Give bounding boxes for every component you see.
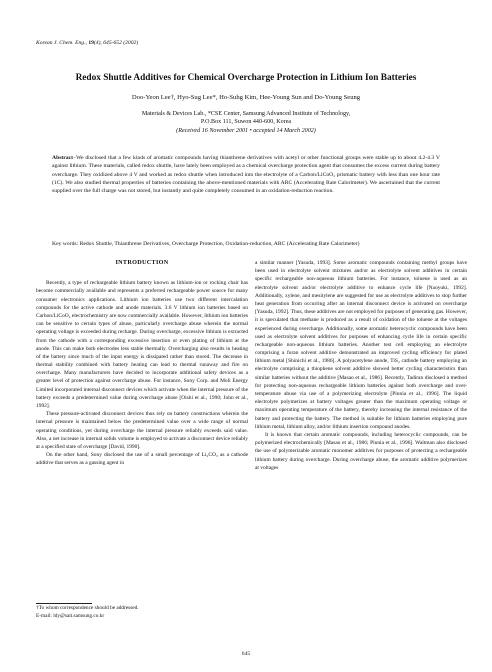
footnote-correspondence: †To whom correspondence should be addressed. (36, 605, 139, 611)
intro-paragraph-1: Recently, a type of rechargeable lithium battery known as lithium-ion or rocking chair has become commercially available and represents a preferred rechargeable power source for many consumer electronics applications. Lithium ion batteries use two different intercalation compounds for the active cathode and anode materials. 3.6 V lithium ion batteries based on Carbon/LiCoO₂ electrochemistry are now commercially available. However, lithium ion batteries can be sensitive to certain types of abuse, particularly overcharge abuse wherein the normal operating voltage is exceeded during recharge. During overcharge, excessive lithium is extracted from the cathode with a corresponding excessive insertion or even plating of lithium at the anode. This can make both electrodes less stable thermally. Overcharging also results in heating of the battery since much of the input energy is dissipated rather than stored. The decrease in thermal stability combined with battery heating can lead to thermal runaway and fire on overcharge. Many manufacturers have decided to incorporate additional safety devices as a greater level of protection against overcharge abuse. For instance, Sony Corp. and Moli Energy Limited incorporated internal disconnect devices which activate when the internal pressure of the battery exceeds a predetermined value during overcharge abuse [Oishi et al., 1990; John et al., 1992]. (36, 280, 249, 409)
author-list: Doo-Yeon Lee†, Hyo-Sug Lee*, Ho-Suhg Kim, Hee-Young Sun and Do-Young Seung (131, 94, 361, 101)
left-column (36, 259, 248, 468)
intro-paragraph-2: These pressure-activated disconnect devices thus rely on battery constructions wherein the internal pressure is maintained below the predetermined value over a wide range of normal operating conditions, yet during overcharge the internal pressure reliably exceeds said value. Also, a net increase in internal solids volume is employed to activate a disconnect device reliably at a specified state of overcharge [David, 1990]. (36, 411, 248, 450)
affiliation-block (30, 110, 462, 135)
intro-paragraph-3: On the other hand, Sony disclosed the use of a small percentage of Li₂CO₃ as a cathode additive that serves as a gassing agent in (36, 452, 248, 467)
section-heading-introduction: INTRODUCTION (115, 259, 169, 266)
abstract-label: Abstract (52, 155, 73, 161)
footnote-divider (36, 603, 92, 604)
abstract-text: −We disclosed that a few kinds of aromatic compounds having thianthrene derivatives with acetyl or other functional groups were stable up to about 4.2-4.3 V against lithium. These materials, called redox shuttle, have lately been employed as a chemical overcharge protection agent that consumes the excess current during battery overcharge. They oxidized above 4 V and worked as redox shuttle when introduced into the electrolyte of a Carbon/LiCoO₂ prismatic battery with less than one hour rate (1C). We also studied thermal properties of batteries containing the above-mentioned materials with ARC (Accelerating Rate Calorimeter). We ascertained that the current supplied over the full charge was not stored, but instantly and quite completely consumed in an oxidation-reduction reaction. (52, 155, 440, 195)
keywords-label: Key words: (52, 241, 79, 247)
received-accepted-dates: (Received 16 November 2001 • accepted 14 March 2002) (176, 127, 316, 134)
affiliation-line-2: P.O.Box 111, Suwon 440-600, Korea (200, 119, 292, 126)
abstract (52, 154, 440, 196)
right-column (255, 259, 467, 472)
paper-title: Redox Shuttle Additives for Chemical Overcharge Protection in Lithium Ion Batteries (75, 73, 417, 83)
affiliation-line-1: Materials & Devices Lab., *CSE Center, Samsung Advanced Institute of Technology, (141, 111, 351, 117)
journal-issue-pages: (4), 645-652 (2002) (93, 40, 139, 46)
footnote-email: E-mail: ldy@sait.samsung.co.kr (36, 612, 105, 619)
right-paragraph-2: It is known that certain aromatic compounds, including heterocyclic compounds, can be polymerized electrochemically [Masao et al., 1986; Pinnia et al., 1996]. Waltman also disclosed the use of polymerizable aromatic monomer additives for purposes of protecting a rechargeable lithium battery during overcharge. During overcharge abuse, the aromatic additive polymerizes at voltages (255, 431, 467, 471)
page-number: 645 (241, 651, 251, 657)
footnote (36, 605, 248, 620)
journal-volume: 19 (88, 40, 94, 46)
keywords-text: Redox Shuttle, Thianthrene Derivatives, Overcharge Protection, Oxidation-reduction, ARC (Accelerating Rate Calorimeter) (79, 241, 360, 247)
keywords (52, 240, 440, 248)
right-paragraph-1: a similar manner [Yasuda, 1993]. Some aromatic compounds containing methyl groups have been used in electrolyte solvent mixtures and/or as electrolyte solvent additives in certain specific rechargeable non-aqueous lithium batteries. For instance, toluene is used as an electrolyte solvent and/or electrolyte additive to enhance cycle life [Naoyuki, 1992]. Additionally, xylene, and mesitylene are suggested for use as electrolyte additives to stop further heat generation from occurring after an internal disconnect device is activated on overcharge [Yasuda, 1992]. Thus, these additives are not employed for purposes of generating gas. However, it is speculated that methane is produced as a result of oxidation of the toluene at the voltages experienced during overcharge. Additionally, some aromatic heterocyclic compounds have been used as electrolyte solvent additives for purposes of enhancing cycle life in certain specific rechargeable non-aqueous lithium batteries. Another test cell employing an electrolyte comprising a furan solvent additive demonstrated an improved cycling efficiency for plated lithium metal [Shinichi et al., 1986]. A polyacetylene anode, TiS₂ cathode battery employing an electrolyte comprising a thiophene solvent additive showed better cycling characteristics than similar batteries without the additive [Masao et al., 1986]. Recently, Tadiran disclosed a method for protecting non-aqueous rechargeable lithium batteries against both overcharge and over-temperature abuse via use of a polymerizing electrolyte [Pinnia et al., 1996]. The liquid electrolyte polymerizes at battery voltages greater than the maximum operating voltage or maximum operating temperature of the battery, thereby increasing the internal resistance of the battery and protecting the battery. The method is suitable for lithium batteries employing pure lithium metal, lithium alloy, and/or lithium insertion compound anodes. (255, 260, 467, 430)
journal-name: Korean J. Chem. Eng., (36, 40, 87, 46)
running-head (36, 40, 138, 46)
